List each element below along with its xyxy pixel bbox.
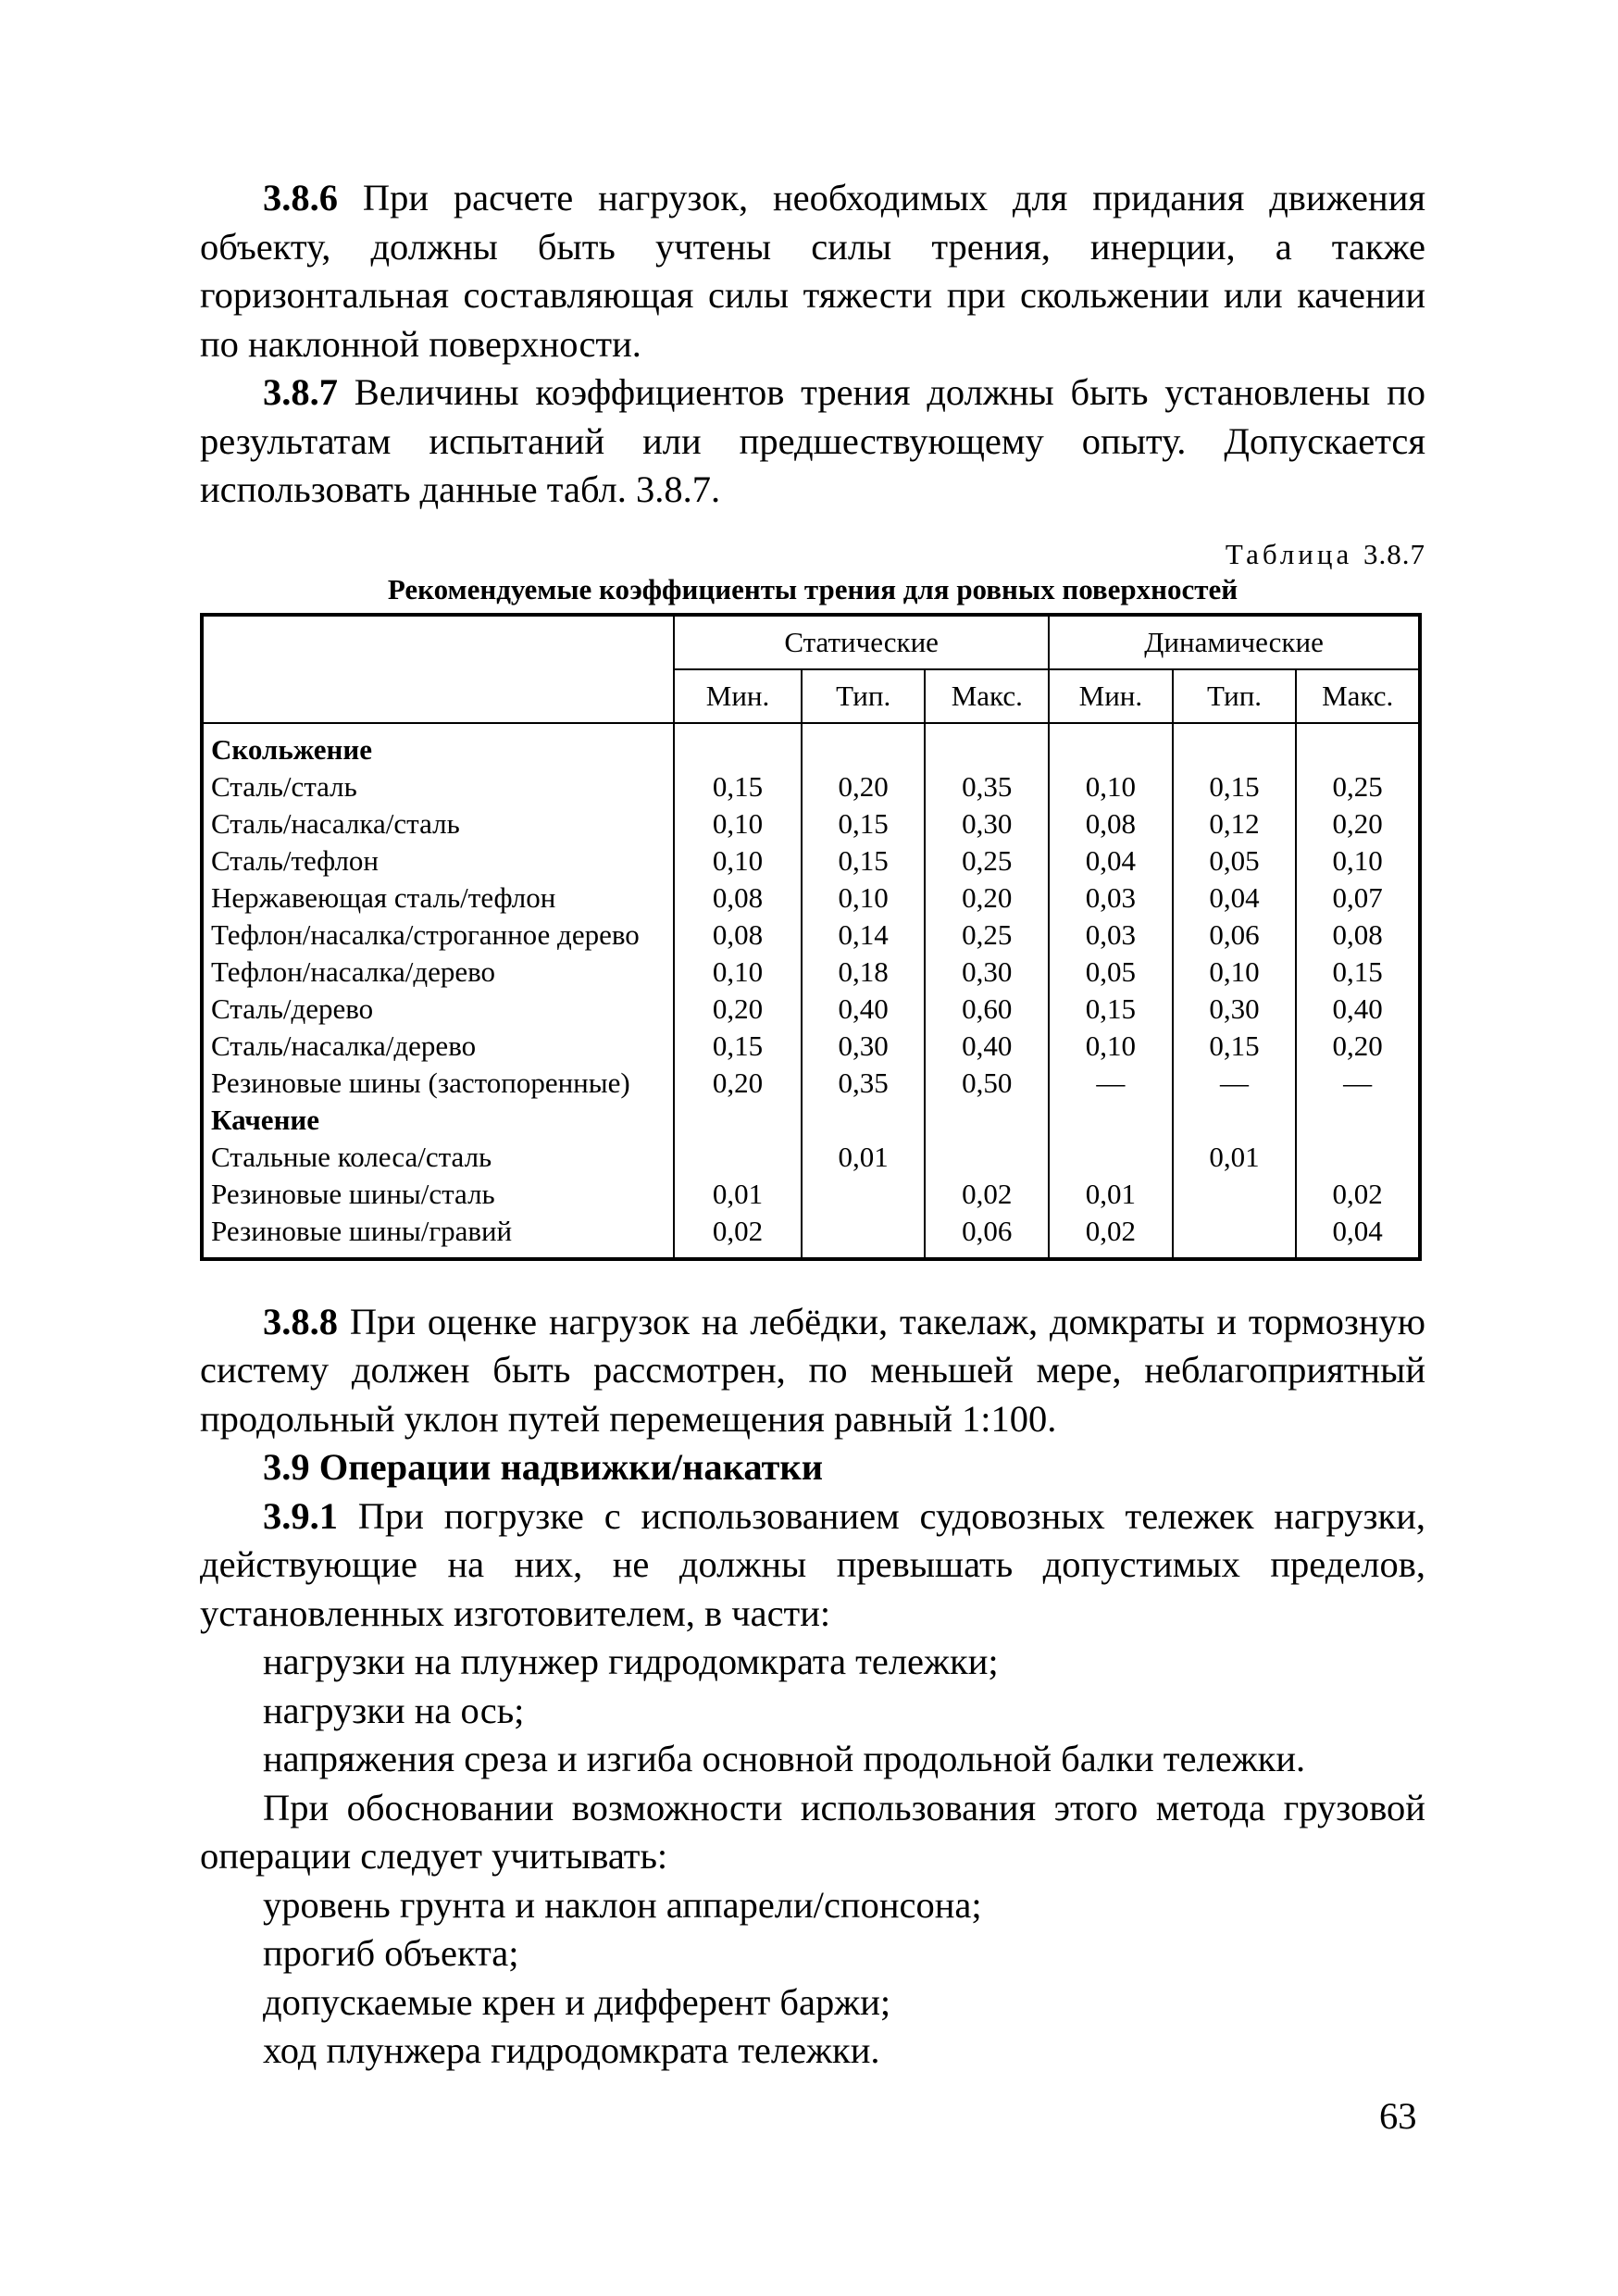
cell-dynamic-min bbox=[1050, 731, 1172, 768]
dynamic-typ-column bbox=[1173, 723, 1297, 1259]
cell-dynamic-max: 0,20 bbox=[1332, 1029, 1383, 1062]
cell-static-typ: 0,10 bbox=[838, 880, 889, 914]
header-static-min: Мин. bbox=[674, 669, 802, 723]
cell-static-min: 0,10 bbox=[712, 843, 764, 877]
cell-dynamic-min: 0,08 bbox=[1085, 806, 1137, 840]
cell-dynamic-min bbox=[1050, 1102, 1172, 1139]
cell-dynamic-max: 0,10 bbox=[1332, 843, 1383, 877]
list-item: напряжения среза и изгиба основной продольной балки тележки. bbox=[263, 1738, 1306, 1779]
cell-dynamic-typ: 0,30 bbox=[1209, 992, 1260, 1025]
paragraph-justification: При обосновании возможности использования этого метода грузовой операции следует учитывать: bbox=[200, 1786, 1425, 1877]
table-row-label: Сталь/дерево bbox=[211, 992, 374, 1025]
table-title: Рекомендуемые коэффициенты трения для ровных поверхностей bbox=[387, 572, 1238, 605]
table-label-word: Таблица bbox=[1225, 537, 1353, 570]
cell-dynamic-max: 0,15 bbox=[1332, 955, 1383, 988]
paragraph-text: При оценке нагрузок на лебёдки, такелаж, домкраты и тормозную систему должен быть рассмотрен, по меньшей мере, неблагоприятный продольный уклон путей перемещения равный 1:100. bbox=[200, 1300, 1425, 1440]
list-item: нагрузки на ось; bbox=[263, 1689, 525, 1731]
cell-dynamic-min: 0,15 bbox=[1085, 992, 1137, 1025]
cell-dynamic-min: 0,03 bbox=[1085, 917, 1137, 951]
cell-dynamic-max: 0,02 bbox=[1332, 1177, 1383, 1210]
cell-dynamic-typ bbox=[1174, 1102, 1296, 1139]
cell-dynamic-typ: 0,01 bbox=[1209, 1140, 1260, 1173]
cell-static-max bbox=[926, 1102, 1048, 1139]
cell-dynamic-max bbox=[1297, 731, 1418, 768]
cell-static-max bbox=[926, 731, 1048, 768]
cell-static-typ: 0,18 bbox=[838, 955, 889, 988]
cell-dynamic-typ: 0,06 bbox=[1209, 917, 1260, 951]
cell-static-typ: 0,35 bbox=[838, 1066, 889, 1099]
table-row-label: Тефлон/насалка/дерево bbox=[211, 955, 496, 988]
cell-static-min: 0,10 bbox=[712, 955, 764, 988]
table-row-label: Сталь/насалка/сталь bbox=[211, 806, 460, 840]
header-dynamic-typ: Тип. bbox=[1173, 669, 1297, 723]
header-dynamic: Динамические bbox=[1049, 615, 1420, 669]
friction-coefficients-table bbox=[200, 613, 1422, 1261]
table-row-label: Сталь/тефлон bbox=[211, 843, 380, 877]
cell-static-typ bbox=[803, 1213, 925, 1250]
table-row-label: Нержавеющая сталь/тефлон bbox=[211, 880, 556, 914]
cell-static-min: 0,01 bbox=[712, 1177, 764, 1210]
table-row-label: Стальные колеса/сталь bbox=[211, 1140, 492, 1173]
cell-static-min: 0,08 bbox=[712, 880, 764, 914]
cell-static-typ: 0,40 bbox=[838, 992, 889, 1025]
page-number: 63 bbox=[1379, 2095, 1417, 2137]
cell-dynamic-max: 0,04 bbox=[1332, 1214, 1383, 1247]
table-corner-cell bbox=[202, 615, 674, 723]
table-row-label: Тефлон/насалка/строганное дерево bbox=[211, 917, 640, 951]
table-body-row bbox=[202, 723, 1420, 1259]
clause-number: 3.9.1 bbox=[263, 1494, 338, 1537]
static-typ-column bbox=[802, 723, 926, 1259]
cell-static-max: 0,40 bbox=[962, 1029, 1013, 1062]
static-max-column bbox=[925, 723, 1049, 1259]
clause-number: 3.8.6 bbox=[263, 177, 338, 218]
page-content bbox=[200, 174, 1425, 2076]
table-row-label: Резиновые шины (застопоренные) bbox=[211, 1066, 630, 1099]
cell-static-max bbox=[926, 1139, 1048, 1176]
paragraph-3-9-1 bbox=[200, 1492, 1425, 1639]
cell-dynamic-max bbox=[1297, 1102, 1418, 1139]
section-heading-3-9: 3.9 Операции надвижки/накатки bbox=[263, 1446, 824, 1488]
cell-dynamic-max: 0,07 bbox=[1332, 880, 1383, 914]
paragraph-3-8-7 bbox=[200, 368, 1425, 515]
cell-static-min: 0,15 bbox=[712, 769, 764, 803]
header-dynamic-min: Мин. bbox=[1049, 669, 1173, 723]
header-static-typ: Тип. bbox=[802, 669, 926, 723]
cell-dynamic-typ: 0,04 bbox=[1209, 880, 1260, 914]
dynamic-max-column bbox=[1296, 723, 1420, 1259]
table-row-label: Резиновые шины/гравий bbox=[211, 1214, 513, 1247]
cell-static-typ: 0,15 bbox=[838, 806, 889, 840]
header-static: Статические bbox=[674, 615, 1049, 669]
table-row-label: Сталь/сталь bbox=[211, 769, 357, 803]
list-item: прогиб объекта; bbox=[263, 1932, 519, 1974]
clause-number: 3.8.7 bbox=[263, 371, 338, 413]
paragraph-text: При расчете нагрузок, необходимых для придания движения объекту, должны быть учтены силы трения, инерции, а также горизонтальная составляющая силы тяжести при скольжении или качении по наклонной поверхности. bbox=[200, 177, 1425, 365]
cell-static-typ: 0,14 bbox=[838, 917, 889, 951]
cell-static-max: 0,25 bbox=[962, 917, 1013, 951]
cell-static-max: 0,35 bbox=[962, 769, 1013, 803]
cell-static-min bbox=[675, 731, 801, 768]
cell-static-min: 0,10 bbox=[712, 806, 764, 840]
cell-dynamic-typ: 0,05 bbox=[1209, 843, 1260, 877]
cell-dynamic-min: — bbox=[1096, 1066, 1126, 1099]
static-min-column bbox=[674, 723, 802, 1259]
cell-static-min: 0,02 bbox=[712, 1214, 764, 1247]
cell-dynamic-min bbox=[1050, 1139, 1172, 1176]
cell-static-max: 0,20 bbox=[962, 880, 1013, 914]
cell-static-min bbox=[675, 1102, 801, 1139]
cell-static-min bbox=[675, 1139, 801, 1176]
cell-dynamic-typ: 0,10 bbox=[1209, 955, 1260, 988]
table-label bbox=[200, 537, 1425, 572]
cell-static-max: 0,02 bbox=[962, 1177, 1013, 1210]
cell-static-max: 0,30 bbox=[962, 806, 1013, 840]
cell-static-typ: 0,15 bbox=[838, 843, 889, 877]
cell-static-max: 0,30 bbox=[962, 955, 1013, 988]
table-category-label: Качение bbox=[211, 1103, 320, 1136]
cell-static-typ bbox=[803, 1102, 925, 1139]
cell-dynamic-typ bbox=[1174, 1213, 1296, 1250]
list-item: ход плунжера гидродомкрата тележки. bbox=[263, 2029, 880, 2071]
cell-static-typ: 0,20 bbox=[838, 769, 889, 803]
surface-names-column bbox=[202, 723, 674, 1259]
cell-static-max: 0,50 bbox=[962, 1066, 1013, 1099]
cell-dynamic-min: 0,03 bbox=[1085, 880, 1137, 914]
cell-dynamic-max: 0,20 bbox=[1332, 806, 1383, 840]
cell-dynamic-max: — bbox=[1343, 1066, 1373, 1099]
cell-dynamic-min: 0,10 bbox=[1085, 1029, 1137, 1062]
cell-dynamic-max: 0,40 bbox=[1332, 992, 1383, 1025]
header-dynamic-max: Макс. bbox=[1296, 669, 1420, 723]
cell-static-max: 0,06 bbox=[962, 1214, 1013, 1247]
cell-dynamic-max bbox=[1297, 1139, 1418, 1176]
paragraph-3-8-8 bbox=[200, 1298, 1425, 1444]
header-static-max: Макс. bbox=[925, 669, 1049, 723]
cell-static-typ: 0,30 bbox=[838, 1029, 889, 1062]
dynamic-min-column bbox=[1049, 723, 1173, 1259]
cell-dynamic-typ bbox=[1174, 1176, 1296, 1213]
table-category-label: Скольжение bbox=[211, 732, 373, 766]
cell-static-typ: 0,01 bbox=[838, 1140, 889, 1173]
cell-dynamic-max: 0,08 bbox=[1332, 917, 1383, 951]
list-item: уровень грунта и наклон аппарели/спонсона; bbox=[263, 1883, 982, 1926]
cell-static-min: 0,08 bbox=[712, 917, 764, 951]
cell-dynamic-min: 0,02 bbox=[1085, 1214, 1137, 1247]
cell-static-min: 0,15 bbox=[712, 1029, 764, 1062]
paragraph-text: При погрузке с использованием судовозных тележек нагрузки, действующие на них, не должны превышать допустимых пределов, установленных изготовителем, в части: bbox=[200, 1494, 1425, 1634]
cell-dynamic-typ: 0,15 bbox=[1209, 1029, 1260, 1062]
cell-static-max: 0,60 bbox=[962, 992, 1013, 1025]
cell-dynamic-typ bbox=[1174, 731, 1296, 768]
cell-static-typ bbox=[803, 1176, 925, 1213]
cell-dynamic-min: 0,10 bbox=[1085, 769, 1137, 803]
cell-dynamic-typ: 0,15 bbox=[1209, 769, 1260, 803]
cell-dynamic-max: 0,25 bbox=[1332, 769, 1383, 803]
table-row-label: Сталь/насалка/дерево bbox=[211, 1029, 477, 1062]
cell-dynamic-typ: 0,12 bbox=[1209, 806, 1260, 840]
cell-static-min: 0,20 bbox=[712, 992, 764, 1025]
cell-static-typ bbox=[803, 731, 925, 768]
cell-dynamic-min: 0,01 bbox=[1085, 1177, 1137, 1210]
paragraph-text: Величины коэффициентов трения должны быть установлены по результатам испытаний или предшествующему опыту. Допускается использовать данные табл. 3.8.7. bbox=[200, 371, 1425, 510]
list-item: допускаемые крен и дифферент баржи; bbox=[263, 1980, 891, 2023]
table-label-number: 3.8.7 bbox=[1363, 537, 1425, 570]
cell-static-min: 0,20 bbox=[712, 1066, 764, 1099]
cell-dynamic-min: 0,04 bbox=[1085, 843, 1137, 877]
cell-dynamic-typ: — bbox=[1220, 1066, 1249, 1099]
cell-dynamic-min: 0,05 bbox=[1085, 955, 1137, 988]
paragraph-3-8-6 bbox=[200, 174, 1425, 368]
clause-number: 3.8.8 bbox=[263, 1300, 338, 1342]
list-item: нагрузки на плунжер гидродомкрата тележки; bbox=[263, 1641, 999, 1682]
table-row-label: Резиновые шины/сталь bbox=[211, 1177, 495, 1210]
cell-static-max: 0,25 bbox=[962, 843, 1013, 877]
